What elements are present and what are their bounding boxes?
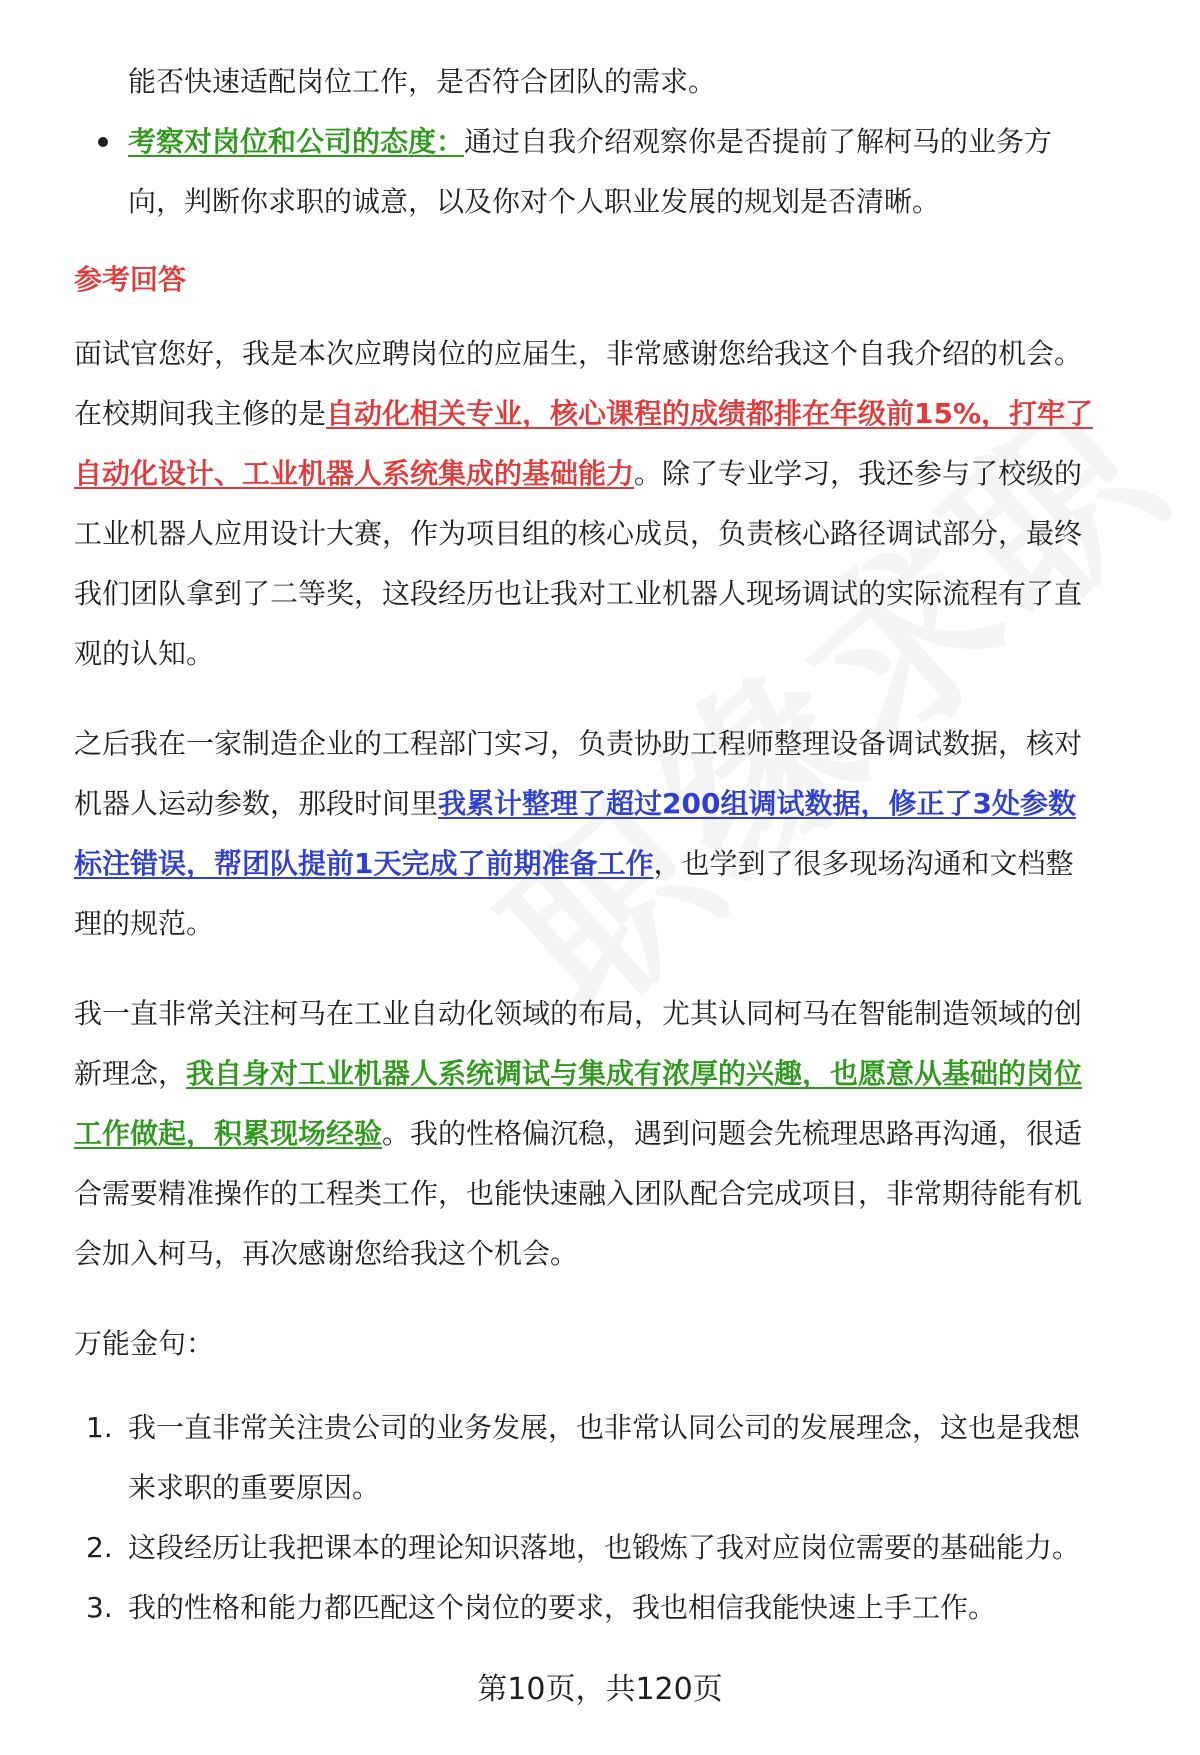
list-item-line1: 我的性格和能力都匹配这个岗位的要求，我也相信我能快速上手工作。 (128, 1591, 997, 1624)
para1-line4: 工业机器人应用设计大赛，作为项目组的核心成员，负责核心路径调试部分，最终 (74, 517, 1083, 550)
para1-line6: 观的认知。 (74, 637, 215, 670)
list-item-line1: 我一直非常关注贵公司的业务发展，也非常认同公司的发展理念，这也是我想 (128, 1411, 1081, 1444)
list-number: 3. (86, 1591, 113, 1624)
para3-line2-pre: 新理念， (74, 1057, 187, 1090)
bullet-highlight: 考察对岗位和公司的态度： (128, 125, 465, 158)
para1-line5: 我们团队拿到了二等奖，这段经历也让我对工业机器人现场调试的实际流程有了直 (74, 577, 1083, 610)
list-item (74, 1398, 1154, 1518)
para3-line3-rest: 。我的性格偏沉稳，遇到问题会先梳理思路再沟通，很适 (382, 1117, 1083, 1150)
para3-highlight-a: 我自身对工业机器人系统调试与集成有浓厚的兴趣，也愿意从基础的岗位 (186, 1057, 1083, 1090)
list-number: 2. (86, 1531, 113, 1564)
page-footer: 第10页，共120页 (477, 1672, 723, 1707)
para3-line1: 我一直非常关注柯马在工业自动化领域的布局，尤其认同柯马在智能制造领域的创 (74, 997, 1083, 1030)
para1-line3-rest: 。除了专业学习，我还参与了校级的 (634, 457, 1083, 490)
list-item (74, 1578, 1154, 1638)
list-item (74, 1518, 1154, 1578)
para1-highlight-b: 自动化设计、工业机器人系统集成的基础能力 (74, 457, 635, 490)
section-heading: 参考回答 (74, 263, 187, 296)
answer-paragraph-1 (74, 324, 1154, 684)
para1-line2-pre: 在校期间我主修的是 (74, 397, 327, 430)
bullet-text: 通过自我介绍观察你是否提前了解柯马的业务方 (464, 125, 1053, 158)
bullet-dot-icon (98, 137, 108, 147)
golden-sentences-list (74, 1398, 1154, 1638)
para2-line4: 理的规范。 (74, 907, 215, 940)
bullet-item-attitude (74, 112, 1154, 232)
document-content (74, 52, 1154, 1638)
para3-highlight-b: 工作做起，积累现场经验 (74, 1117, 383, 1150)
list-number: 1. (86, 1411, 113, 1444)
para1-line1: 面试官您好，我是本次应聘岗位的应届生，非常感谢您给我这个自我介绍的机会。 (74, 337, 1083, 370)
answer-paragraph-3 (74, 984, 1154, 1284)
para2-line2-pre: 机器人运动参数，那段时间里 (74, 787, 439, 820)
continuation-line: 能否快速适配岗位工作，是否符合团队的需求。 (128, 65, 717, 98)
list-item-line1: 这段经历让我把课本的理论知识落地，也锻炼了我对应岗位需要的基础能力。 (128, 1531, 1081, 1564)
para3-line5: 会加入柯马，再次感谢您给我这个机会。 (74, 1237, 579, 1270)
para2-highlight-b: 标注错误，帮团队提前1天完成了前期准备工作 (74, 847, 654, 880)
para1-highlight-a: 自动化相关专业，核心课程的成绩都排在年级前15%，打牢了 (326, 397, 1094, 430)
golden-sentences-label: 万能金句： (74, 1327, 215, 1360)
answer-paragraph-2 (74, 714, 1154, 954)
bullet-text-line2: 向，判断你求职的诚意，以及你对个人职业发展的规划是否清晰。 (128, 185, 941, 218)
para2-line3-rest: ，也学到了很多现场沟通和文档整 (653, 847, 1074, 880)
para3-line4: 合需要精准操作的工程类工作，也能快速融入团队配合完成项目，非常期待能有机 (74, 1177, 1083, 1210)
para2-highlight-a: 我累计整理了超过200组调试数据，修正了3处参数 (438, 787, 1076, 820)
list-item-line2: 来求职的重要原因。 (128, 1471, 381, 1504)
para2-line1: 之后我在一家制造企业的工程部门实习，负责协助工程师整理设备调试数据，核对 (74, 727, 1083, 760)
